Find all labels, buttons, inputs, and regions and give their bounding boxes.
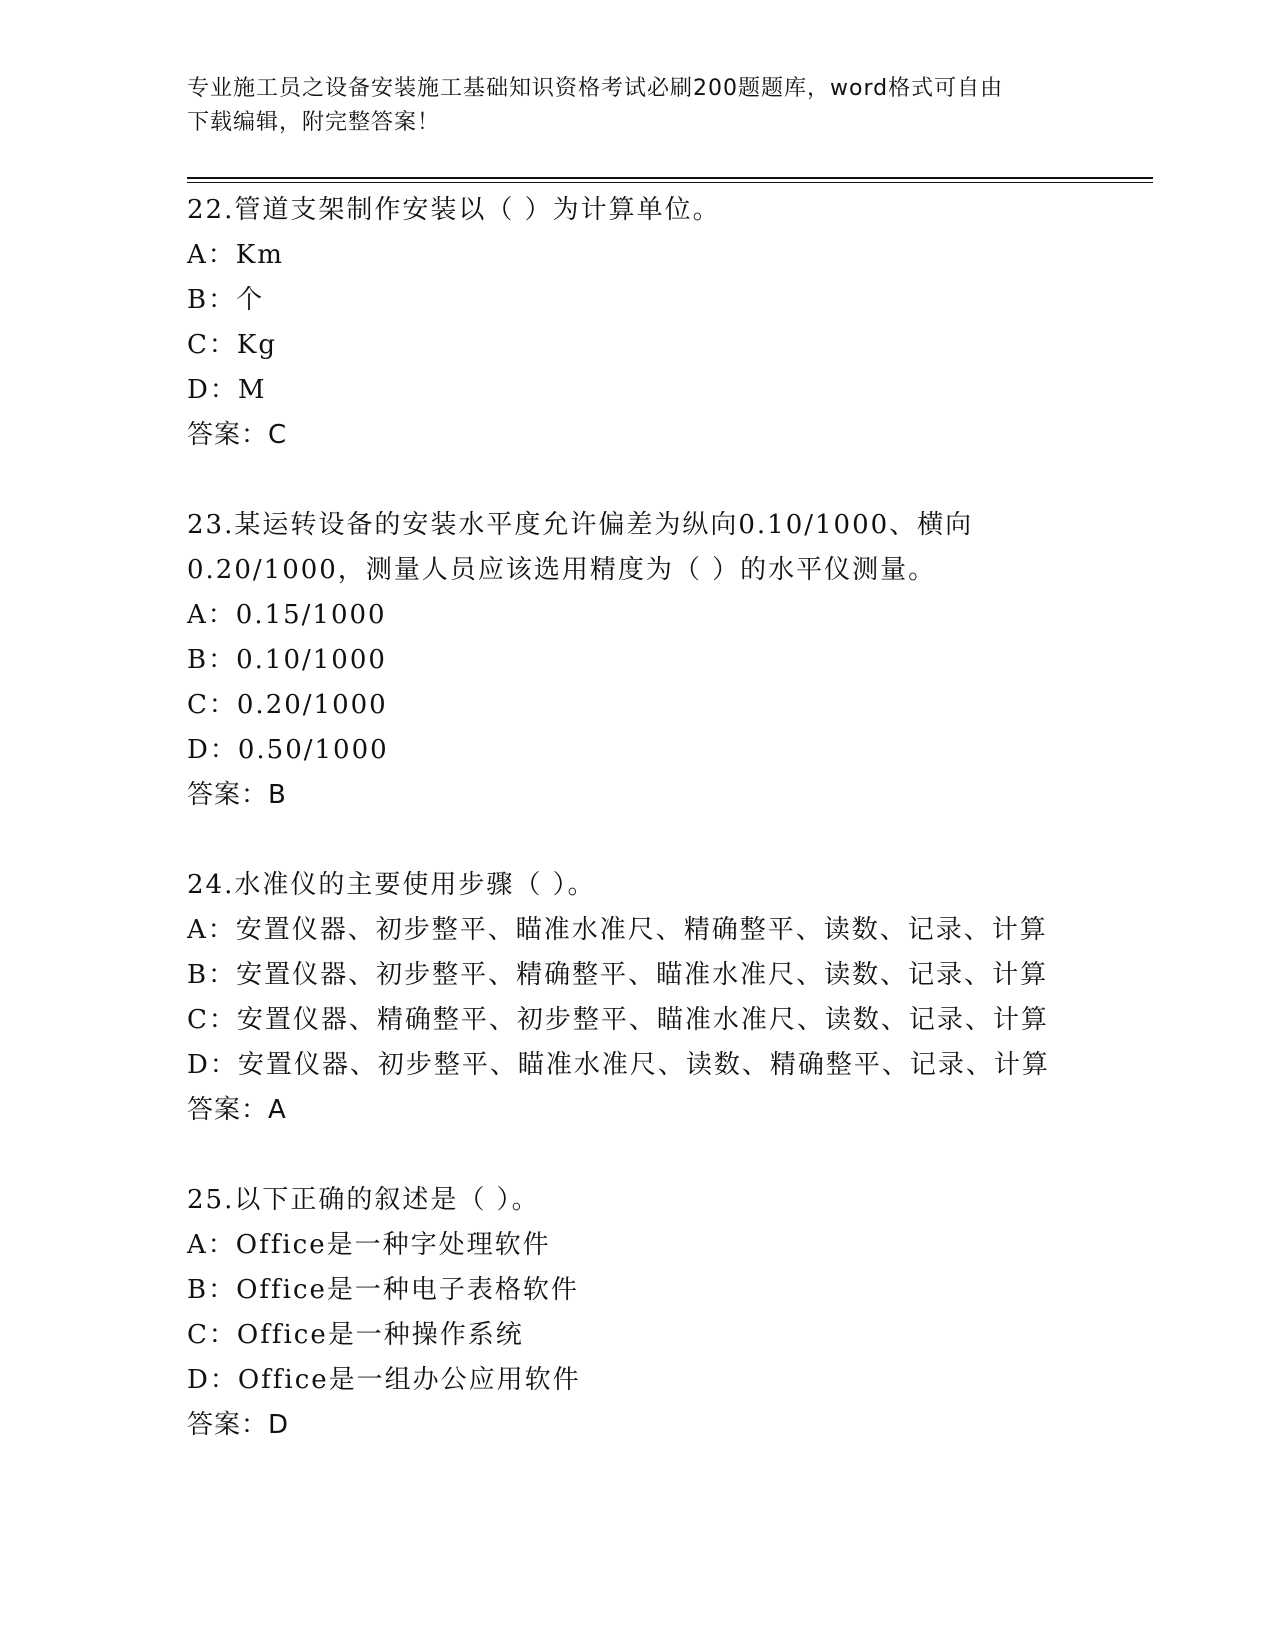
question-25: [187, 1178, 1147, 1448]
answer-line: 答案：B: [187, 780, 287, 810]
option-d: D：安置仪器、初步整平、瞄准水准尺、读数、精确整平、记录、计算: [187, 1050, 1050, 1080]
option-b: B：Office是一种电子表格软件: [187, 1275, 579, 1305]
option-a: A：0.15/1000: [187, 600, 387, 630]
option-a: A：Km: [187, 240, 284, 270]
option-d: D：M: [187, 375, 267, 405]
option-c: C：0.20/1000: [187, 690, 388, 720]
header-divider-thick: [187, 177, 1153, 179]
question-stem: 25.以下正确的叙述是（ ）。: [187, 1185, 540, 1215]
option-a: A：安置仪器、初步整平、瞄准水准尺、精确整平、读数、记录、计算: [187, 915, 1048, 945]
option-b: B：安置仪器、初步整平、精确整平、瞄准水准尺、读数、记录、计算: [187, 960, 1049, 990]
question-stem: 23.某运转设备的安装水平度允许偏差为纵向0.10/1000、横向0.20/1000，测量人员应该选用精度为（ ）的水平仪测量。: [187, 510, 974, 585]
option-d: D：Office是一组办公应用软件: [187, 1365, 581, 1395]
option-c: C：安置仪器、精确整平、初步整平、瞄准水准尺、读数、记录、计算: [187, 1005, 1049, 1035]
header-line-2: 下载编辑，附完整答案！: [187, 110, 441, 135]
question-23: [187, 503, 1147, 818]
header-divider-thin: [187, 182, 1153, 183]
answer-line: 答案：A: [187, 1095, 287, 1125]
option-c: C：Office是一种操作系统: [187, 1320, 524, 1350]
answer-line: 答案：D: [187, 1410, 290, 1440]
question-22: [187, 188, 1147, 458]
option-b: B：个: [187, 285, 265, 315]
question-list: [187, 188, 1147, 1493]
answer-line: 答案：C: [187, 420, 288, 450]
option-d: D：0.50/1000: [187, 735, 389, 765]
option-a: A：Office是一种字处理软件: [187, 1230, 551, 1260]
document-header: [187, 72, 1067, 140]
question-stem: 22.管道支架制作安装以（ ）为计算单位。: [187, 195, 721, 225]
header-line-1: 专业施工员之设备安装施工基础知识资格考试必刷200题题库，word格式可自由: [187, 76, 1004, 101]
question-24: [187, 863, 1147, 1133]
option-c: C：Kg: [187, 330, 277, 360]
question-stem: 24.水准仪的主要使用步骤（ ）。: [187, 870, 596, 900]
option-b: B：0.10/1000: [187, 645, 387, 675]
